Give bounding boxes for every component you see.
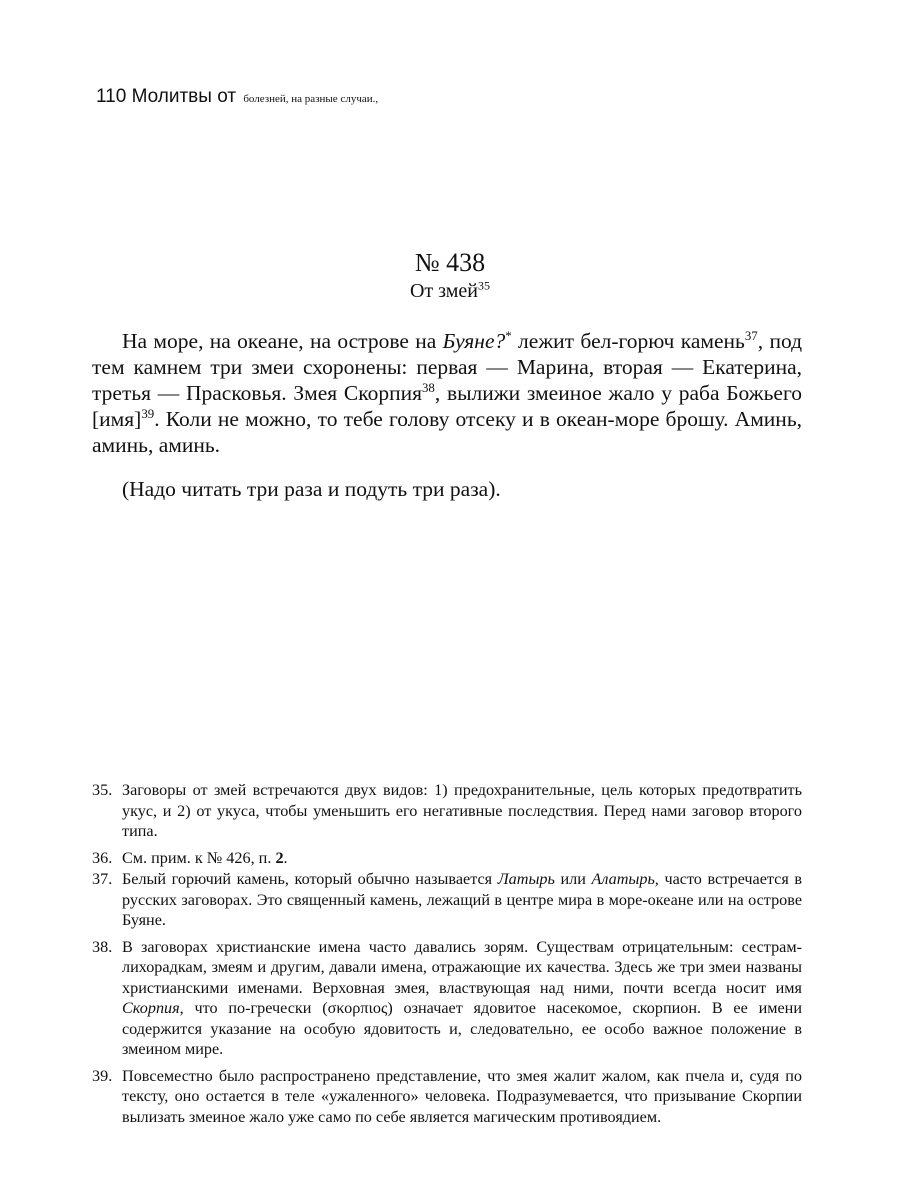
text-run: , что по-гречески (σκορπιος) означает ядовитое насекомое, скорпион. В ее имени содержится указание на особую ядовитость и, следовательно, ее особо важное положение в змеином мире. bbox=[122, 999, 802, 1058]
bold-run: 2 bbox=[275, 848, 284, 867]
text-run: , под тем камнем три змеи схоронены: первая — Марина, вторая — Екатерина, третья — Прасковья. Змея Скорпия bbox=[92, 329, 803, 405]
footnote-ref-37: 37 bbox=[744, 328, 758, 343]
italic-run: Буяне? bbox=[442, 329, 506, 353]
text-run: лежит бел-горюч камень bbox=[511, 329, 745, 353]
footnote-text: Повсеместно было распространено представление, что змея жалит жалом, как пчела и, судя по тексту, оно остается в теле «ужаленного» человека. Подразумевается, что призывание Скорпии вылизать змеиное жало уже само по себе является магическим противоядием. bbox=[122, 1066, 802, 1126]
text-run: В заговорах христианские имена часто давались зорям. Существам отрицательным: сестрам-лихорадкам, змеям и другим, давали имена, отражающие их качества. Здесь же три змеи названы христианскими именами. Верховная змея, властвующая над ними, почти всегда носит имя bbox=[122, 937, 802, 997]
text-run: См. прим. к № 426, п. bbox=[122, 848, 276, 867]
footnote-ref-35: 35 bbox=[478, 278, 491, 293]
footnote-ref-36: * bbox=[505, 328, 512, 343]
prayer-title bbox=[0, 248, 900, 304]
footnote-35 bbox=[92, 780, 802, 842]
prayer-number: № 438 bbox=[414, 248, 486, 277]
header-small: болезней, на разные случаи., bbox=[243, 93, 379, 105]
italic-run: Латырь bbox=[497, 870, 555, 888]
prayer-body bbox=[92, 328, 802, 502]
text-run: или bbox=[554, 870, 592, 888]
footnote-text bbox=[122, 848, 802, 869]
footnote-number: 39. bbox=[92, 1066, 113, 1085]
subtitle-text: От змей bbox=[409, 280, 479, 302]
footnote-text bbox=[122, 937, 802, 1060]
header-main: 110 Молитвы от bbox=[96, 86, 237, 107]
prayer-subtitle bbox=[0, 278, 900, 304]
text-run: часто встречается в русских заговорах. Это священный камень, лежащий в центре мира в море-океане или на острове Буяне. bbox=[122, 870, 802, 929]
footnote-ref-39: 39 bbox=[141, 406, 155, 421]
footnote-ref-38: 38 bbox=[421, 380, 435, 395]
prayer-paragraph bbox=[92, 328, 802, 458]
footnote-number: 38. bbox=[92, 937, 113, 956]
text-run: , вылижи змеиное жало у раба Божьего [имя] bbox=[92, 381, 802, 431]
footnote-number: 37. bbox=[92, 870, 113, 888]
footnote-number: 36. bbox=[92, 848, 113, 867]
text-run: . bbox=[283, 848, 288, 867]
running-header bbox=[96, 86, 378, 108]
text-run: Белый горючий камень, который обычно называется bbox=[122, 870, 498, 888]
instruction-paragraph: (Надо читать три раза и подуть три раза). bbox=[122, 477, 501, 501]
footnote-37 bbox=[92, 869, 802, 931]
footnote-39 bbox=[92, 1066, 802, 1128]
footnotes bbox=[92, 780, 802, 1133]
footnote-text bbox=[122, 869, 802, 931]
footnote-text: Заговоры от змей встречаются двух видов: 1) предохранительные, цель которых предотвратить укус, и 2) от укуса, чтобы уменьшить его негативные последствия. Перед нами заговор второго типа. bbox=[122, 781, 802, 840]
italic-run: Скорпия bbox=[122, 999, 180, 1017]
text-run: На море, на океане, на острове на bbox=[122, 329, 443, 353]
footnote-38 bbox=[92, 937, 802, 1060]
text-run: . Коли не можно, то тебе голову отсеку и в океан-море брошу. Аминь, аминь, аминь. bbox=[92, 407, 802, 457]
italic-run: Алатырь, bbox=[591, 870, 659, 888]
footnote-number: 35. bbox=[92, 781, 113, 799]
footnote-36 bbox=[92, 848, 802, 869]
